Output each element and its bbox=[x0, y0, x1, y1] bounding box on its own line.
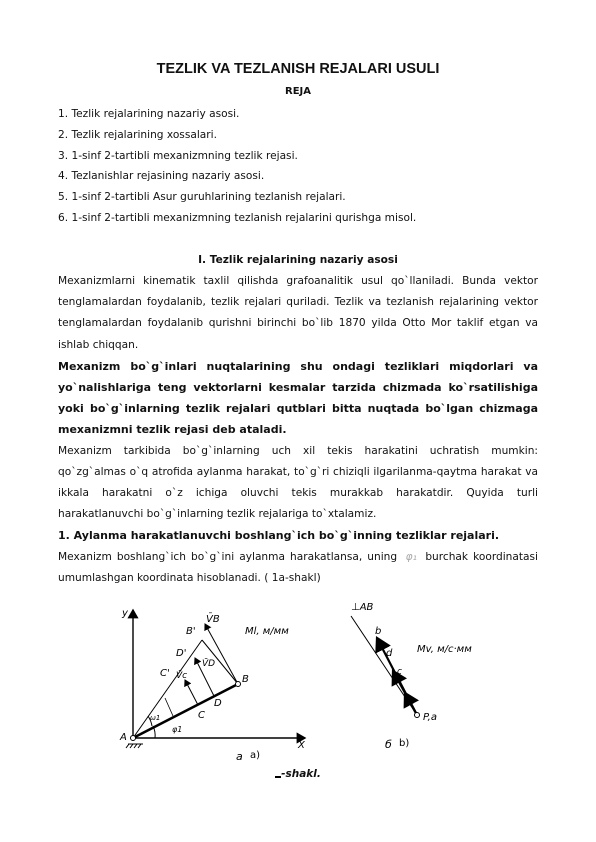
axis-x-label: X bbox=[298, 740, 305, 751]
angle-omega-label: ω1 bbox=[150, 714, 161, 722]
vector-vb-label: V̄B bbox=[206, 614, 220, 625]
plan-list bbox=[58, 104, 416, 229]
point-b1-label: B' bbox=[186, 626, 196, 637]
point-a-label: A bbox=[120, 732, 127, 743]
figure-b-label: b) bbox=[399, 738, 410, 749]
plan-item: 4. Tezlanishlar rejasining nazariy asosi. bbox=[58, 170, 265, 183]
paragraph-part: Mexanizm boshlang`ich bo`g`ini aylanma harakatlansa, uning bbox=[58, 550, 398, 563]
body-text bbox=[58, 271, 538, 589]
paragraph-part: burchak koordinatasi umumlashgan koordinata hisoblanadi. ( 1a-shakl) bbox=[58, 550, 538, 584]
point-b-label: b bbox=[375, 626, 382, 637]
plan-item: 6. 1-sinf 2-tartibli mexanizmning tezlanish rejalarini qurishga misol. bbox=[58, 211, 417, 224]
plan-item: 1. Tezlik rejalarining nazariy asosi. bbox=[58, 108, 240, 120]
point-d-label: D bbox=[214, 698, 222, 709]
plan-item: 2. Tezlik rejalarining xossalari. bbox=[58, 128, 217, 141]
figure-a bbox=[110, 598, 320, 763]
figure-b-sub: б bbox=[385, 738, 392, 751]
plan-item: 3. 1-sinf 2-tartibli mexanizmning tezlik rejasi. bbox=[58, 149, 298, 162]
subsection-heading: 1. Aylanma harakatlanuvchi boshlang`ich bo`g`inning tezliklar rejalari. bbox=[58, 529, 500, 543]
figure-a-label: a) bbox=[250, 750, 261, 761]
figure-caption bbox=[0, 768, 596, 780]
scale-label: Mv, м/с·мм bbox=[417, 644, 472, 655]
figure-a-sub: a bbox=[236, 750, 243, 763]
point-c-label: c bbox=[397, 667, 402, 677]
point-c-label: C bbox=[198, 710, 205, 721]
point-b-label: B bbox=[242, 674, 249, 685]
perpendicular-label: ⊥AB bbox=[351, 602, 374, 613]
caption-text: -shakl. bbox=[281, 768, 321, 780]
page-title: TEZLIK VA TEZLANISH REJALARI USULI bbox=[156, 61, 440, 77]
plan-heading: REJA bbox=[285, 86, 311, 97]
definition-paragraph: Mexanizm bo`g`inlari nuqtalarining shu ondagi tezliklari miqdorlari va yo`nalishlariga teng vektorlarni kesmalar tarzida chizmada ko`rsatilishiga yoki bo`g`inlarning tezlik rejalari qutblari bitta nuqtada bo`lgan chizmaga mexanizmni tezlik rejasi deb ataladi. bbox=[58, 359, 538, 437]
pole-label: P,a bbox=[423, 712, 437, 723]
section-title: I. Tezlik rejalarining nazariy asosi bbox=[198, 254, 398, 266]
angle-phi-label: φ1 bbox=[172, 725, 183, 734]
paragraph: Mexanizmlarni kinematik taxlil qilishda grafoanalitik usul qo`llaniladi. Bunda vektor tenglamalardan foydalanib, tezlik rejalari quriladi. Tezlik va tezlanish rejalarining vektor tenglamalardan foydalanib qurishni birinchi bo`lib 1870 yilda Otto Mor taklif etgan va ishlab chiqqan. bbox=[58, 275, 538, 351]
axis-y-label: y bbox=[122, 608, 128, 619]
vector-vd-label: V̄D bbox=[202, 659, 216, 669]
plan-item: 5. 1-sinf 2-tartibli Asur guruhlarining tezlanish rejalari. bbox=[58, 191, 346, 204]
point-d-label: d bbox=[386, 648, 393, 659]
point-c1-label: C' bbox=[160, 668, 170, 679]
phi-symbol: φ₁ bbox=[405, 550, 417, 563]
figure-b bbox=[345, 598, 485, 763]
paragraph: Mexanizm tarkibida bo`g`inlarning uch xil tekis harakatini uchratish mumkin: qo`zg`almas o`q atrofida aylanma harakat, to`g`ri chiziqli ilgarilanma-qaytma harakat va ikkala harakatni o`z ichiga oluvchi tekis murakkab harakatdir. Quyida turli harakatlanuvchi bo`g`inlarning tezlik rejalariga to`xtalamiz. bbox=[58, 444, 538, 521]
point-d1-label: D' bbox=[176, 648, 187, 659]
scale-label: Ml, м/мм bbox=[245, 626, 289, 637]
vector-vc-label: V̄c bbox=[176, 671, 188, 681]
paragraph bbox=[58, 547, 538, 589]
